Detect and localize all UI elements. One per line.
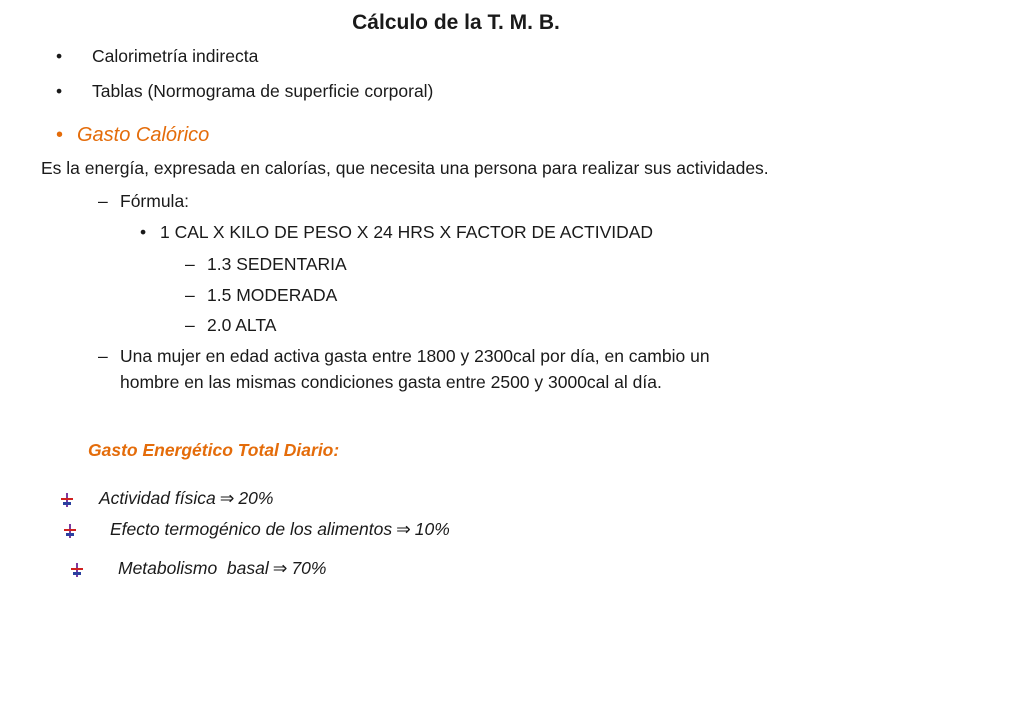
gasto-total-heading: Gasto Energético Total Diario: bbox=[88, 440, 340, 460]
page-title: Cálculo de la T. M. B. bbox=[352, 11, 560, 34]
factor-alta: 2.0 ALTA bbox=[207, 315, 277, 335]
dash-marker: – bbox=[185, 315, 195, 335]
implies-arrow-icon: ⇒ bbox=[396, 519, 411, 539]
item-percent: 70% bbox=[291, 558, 327, 578]
item-label: Metabolismo basal bbox=[118, 558, 269, 578]
dash-marker: – bbox=[185, 254, 195, 274]
item-metabolismo-basal bbox=[118, 558, 326, 579]
bullet-calorimetria: Calorimetría indirecta bbox=[92, 46, 259, 66]
item-label: Actividad física bbox=[99, 488, 216, 508]
item-percent: 20% bbox=[238, 488, 274, 508]
formula-label: Fórmula: bbox=[120, 191, 190, 211]
bullet-icon bbox=[71, 563, 83, 577]
note-line-1: Una mujer en edad activa gasta entre 1800 y 2300cal por día, en cambio un bbox=[120, 346, 710, 366]
factor-sedentaria: 1.3 SEDENTARIA bbox=[207, 254, 347, 274]
bullet-icon bbox=[64, 524, 76, 538]
item-actividad-fisica bbox=[99, 488, 273, 509]
bullet-marker: • bbox=[56, 81, 63, 101]
bullet-marker: • bbox=[56, 46, 63, 66]
dash-marker: – bbox=[185, 285, 195, 305]
item-efecto-termogenico bbox=[110, 519, 450, 540]
bullet-marker: • bbox=[56, 124, 64, 146]
dash-marker: – bbox=[98, 346, 108, 366]
note-line-2: hombre en las mismas condiciones gasta entre 2500 y 3000cal al día. bbox=[120, 372, 662, 392]
gasto-calorico-heading: Gasto Calórico bbox=[77, 124, 210, 146]
implies-arrow-icon: ⇒ bbox=[219, 488, 235, 508]
bullet-marker: • bbox=[140, 222, 147, 242]
bullet-icon bbox=[61, 493, 73, 507]
gasto-definition: Es la energía, expresada en calorías, que necesita una persona para realizar sus actividades. bbox=[41, 158, 769, 178]
factor-moderada: 1.5 MODERADA bbox=[207, 285, 338, 305]
formula-text: 1 CAL X KILO DE PESO X 24 HRS X FACTOR DE ACTIVIDAD bbox=[160, 222, 654, 242]
item-percent: 10% bbox=[414, 519, 450, 539]
implies-arrow-icon: ⇒ bbox=[272, 558, 288, 578]
dash-marker: – bbox=[98, 191, 108, 211]
item-label: Efecto termogénico de los alimentos bbox=[110, 519, 393, 539]
bullet-tablas: Tablas (Normograma de superficie corporal) bbox=[92, 81, 434, 101]
